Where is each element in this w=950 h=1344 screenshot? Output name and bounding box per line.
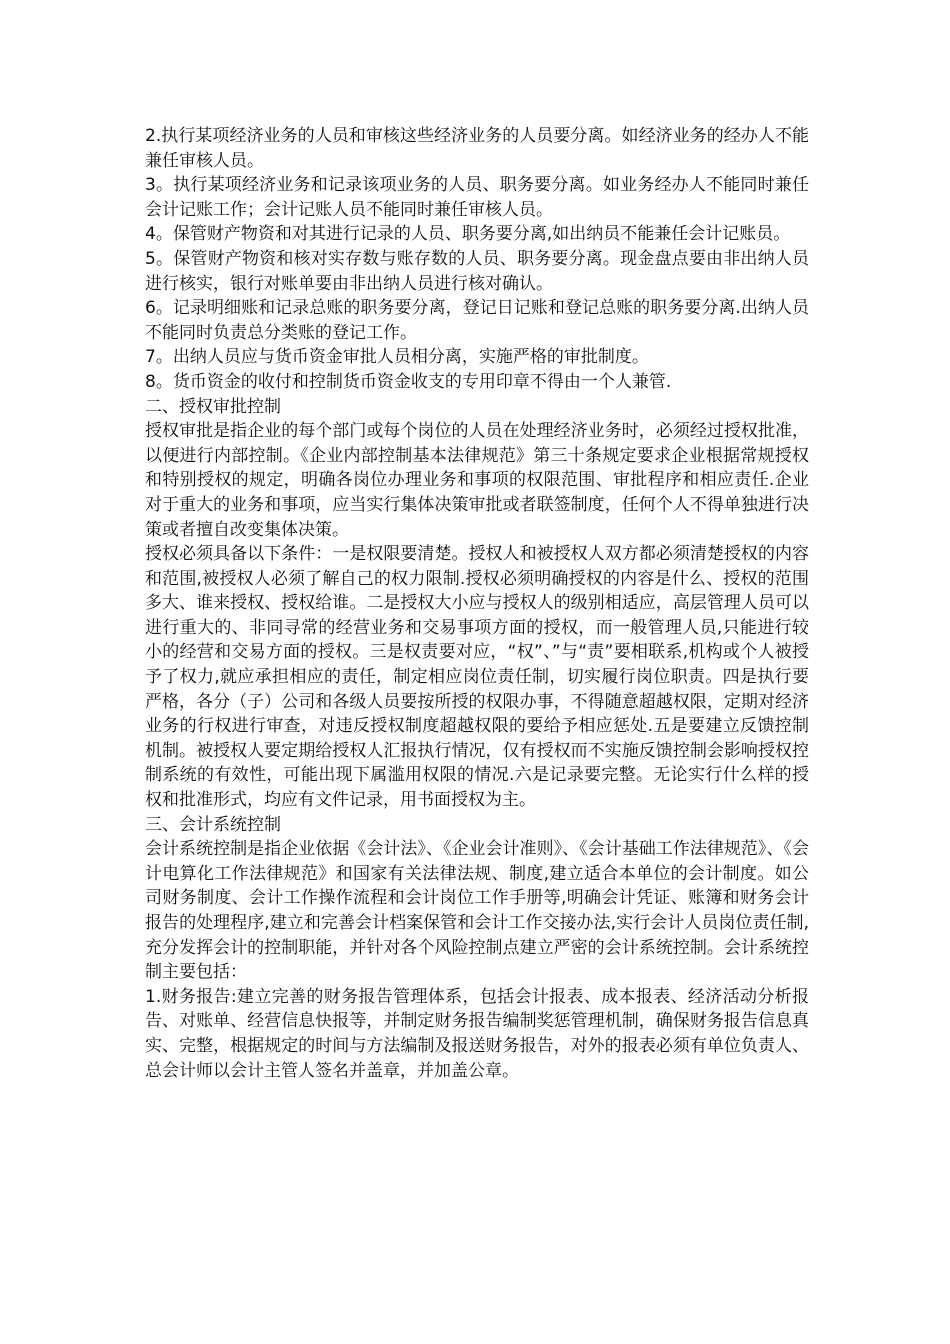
paragraph-segregation-6: 6。记录明细账和记录总账的职务要分离，登记日记账和登记总账的职务要分离.出纳人员不能同时负责总分类账的登记工作。 — [145, 298, 809, 343]
paragraph-segregation-7: 7。出纳人员应与货币资金审批人员相分离，实施严格的审批制度。 — [145, 347, 649, 368]
paragraph-authorization-conditions: 授权必须具备以下条件：一是权限要清楚。授权人和被授权人双方都必须清楚授权的内容和范围,被授权人必须了解自己的权力限制.授权必须明确授权的内容是什么、授权的范围多大、谁来授权、授权给谁。二是授权大小应与授权人的级别相适应，高层管理人员可以进行重大的、非同寻常的经营业务和交易事项方面的授权，而一般管理人员,只能进行较小的经营和交易方面的授权。三是权责要对应，“权”、”与“责”要相联系,机构或个人被授予了权力,就应承担相应的责任，制定相应岗位责任制，切实履行岗位职责。四是执行要严格，各分（子）公司和各级人员要按所授的权限办事，不得随意超越权限，定期对经济业务的行权进行审查，对违反授权制度超越权限的要给予相应惩处.五是要建立反馈控制机制。被授权人要定期给授权人汇报执行情况，仅有授权而不实施反馈控制会影响授权控制系统的有效性，可能出现下属滥用权限的情况.六是记录要完整。无论实行什么样的授权和批准形式，均应有文件记录，用书面授权为主。 — [145, 544, 809, 811]
paragraph-segregation-5: 5。保管财产物资和核对实存数与账存数的人员、职务要分离。现金盘点要由非出纳人员进行核实，银行对账单要由非出纳人员进行核对确认。 — [145, 248, 809, 294]
paragraph-segregation-3: 3。执行某项经济业务和记录该项业务的人员、职务要分离。如业务经办人不能同时兼任会计记账工作；会计记账人员不能同时兼任审核人员。 — [145, 175, 809, 220]
paragraph-financial-reporting: 1.财务报告:建立完善的财务报告管理体系，包括会计报表、成本报表、经济活动分析报告、对账单、经营信息快报等，并制定财务报告编制奖惩管理机制，确保财务报告信息真实、完整，根据规定的时间与方法编制及报送财务报告，对外的报表必须有单位负责人、总会计师以会计主管人签名并盖章，并加盖公章。 — [145, 986, 809, 1081]
section-heading-accounting-system: 三、会计系统控制 — [145, 814, 281, 835]
paragraph-segregation-8: 8。货币资金的收付和控制货币资金收支的专用印章不得由一个人兼管. — [145, 371, 672, 392]
paragraph-authorization-definition: 授权审批是指企业的每个部门或每个岗位的人员在处理经济业务时，必须经过授权批准，以便进行内部控制。《企业内部控制基本法律规范》第三十条规定要求企业根据常规授权和特别授权的规定，明确各岗位办理业务和事项的权限范围、审批程序和相应责任.企业对于重大的业务和事项，应当实行集体决策审批或者联签制度，任何个人不得单独进行决策或者擅自改变集体决策。 — [145, 421, 809, 540]
document-body — [145, 124, 809, 1083]
paragraph-segregation-2: 2.执行某项经济业务的人员和审核这些经济业务的人员要分离。如经济业务的经办人不能兼任审核人员。 — [145, 126, 809, 171]
section-heading-authorization: 二、授权审批控制 — [145, 396, 281, 417]
paragraph-segregation-4: 4。保管财产物资和对其进行记录的人员、职务要分离,如出纳员不能兼任会计记账员。 — [145, 224, 791, 245]
paragraph-accounting-system-definition: 会计系统控制是指企业依据《会计法》、《企业会计准则》、《会计基础工作法律规范》、《会计电算化工作法律规范》和国家有关法律法规、制度,建立适合本单位的会计制度。如公司财务制度、会计工作操作流程和会计岗位工作手册等,明确会计凭证、账簿和财务会计报告的处理程序,建立和完善会计档案保管和会计工作交接办法,实行会计人员岗位责任制,充分发挥会计的控制职能，并针对各个风险控制点建立严密的会计系统控制。会计系统控制主要包括： — [145, 839, 809, 983]
